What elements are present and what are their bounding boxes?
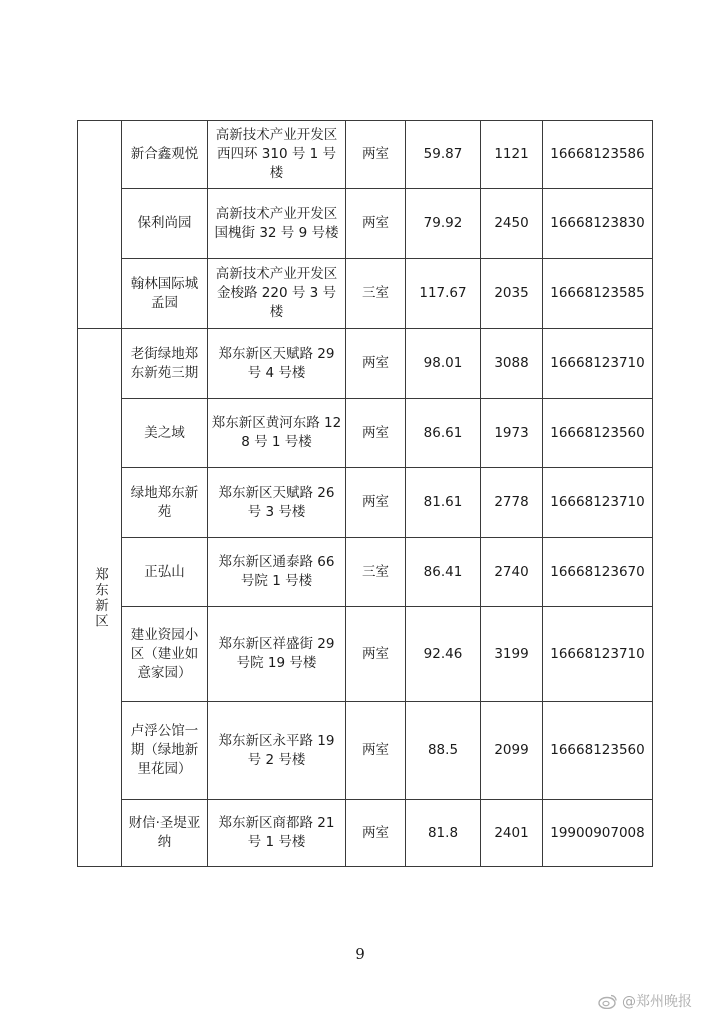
table-row: [78, 121, 653, 189]
price-cell: 2450: [481, 189, 543, 259]
table-row: [78, 399, 653, 468]
community-name-cell: 老街绿地郑东新苑三期: [122, 329, 208, 399]
region-cell: [78, 121, 122, 329]
price-cell: 2740: [481, 538, 543, 607]
address-cell: 高新技术产业开发区西四环 310 号 1 号楼: [208, 121, 346, 189]
housing-table: [77, 120, 653, 867]
phone-cell: 16668123830: [543, 189, 653, 259]
price-cell: 2099: [481, 702, 543, 800]
phone-cell: 19900907008: [543, 800, 653, 867]
price-cell: 2401: [481, 800, 543, 867]
community-name-cell: 翰林国际城孟园: [122, 259, 208, 329]
phone-cell: 16668123585: [543, 259, 653, 329]
phone-cell: 16668123560: [543, 702, 653, 800]
area-cell: 117.67: [406, 259, 481, 329]
table-row: [78, 607, 653, 702]
area-cell: 92.46: [406, 607, 481, 702]
phone-cell: 16668123560: [543, 399, 653, 468]
rooms-cell: 两室: [346, 800, 406, 867]
table-row: [78, 468, 653, 538]
address-cell: 郑东新区商都路 21 号 1 号楼: [208, 800, 346, 867]
price-cell: 3088: [481, 329, 543, 399]
weibo-icon: [598, 993, 618, 1009]
phone-cell: 16668123710: [543, 329, 653, 399]
address-cell: 郑东新区天赋路 26 号 3 号楼: [208, 468, 346, 538]
address-cell: 高新技术产业开发区金梭路 220 号 3 号楼: [208, 259, 346, 329]
address-cell: 郑东新区黄河东路 128 号 1 号楼: [208, 399, 346, 468]
area-cell: 88.5: [406, 702, 481, 800]
community-name-cell: 美之域: [122, 399, 208, 468]
area-cell: 86.41: [406, 538, 481, 607]
address-cell: 郑东新区祥盛街 29 号院 19 号楼: [208, 607, 346, 702]
community-name-cell: 卢浮公馆一期（绿地新里花园）: [122, 702, 208, 800]
area-cell: 86.61: [406, 399, 481, 468]
area-cell: 79.92: [406, 189, 481, 259]
rooms-cell: 两室: [346, 468, 406, 538]
rooms-cell: 两室: [346, 607, 406, 702]
community-name-cell: 建业资园小区（建业如意家园）: [122, 607, 208, 702]
community-name-cell: 正弘山: [122, 538, 208, 607]
table-row: [78, 329, 653, 399]
price-cell: 2035: [481, 259, 543, 329]
page-number: 9: [355, 945, 365, 963]
area-cell: 81.8: [406, 800, 481, 867]
price-cell: 3199: [481, 607, 543, 702]
address-cell: 郑东新区通泰路 66 号院 1 号楼: [208, 538, 346, 607]
table-row: [78, 538, 653, 607]
phone-cell: 16668123710: [543, 607, 653, 702]
price-cell: 2778: [481, 468, 543, 538]
area-cell: 81.61: [406, 468, 481, 538]
price-cell: 1973: [481, 399, 543, 468]
rooms-cell: 两室: [346, 329, 406, 399]
rooms-cell: 三室: [346, 538, 406, 607]
table-row: [78, 259, 653, 329]
phone-cell: 16668123710: [543, 468, 653, 538]
table-row: [78, 800, 653, 867]
phone-cell: 16668123586: [543, 121, 653, 189]
rooms-cell: 两室: [346, 189, 406, 259]
address-cell: 高新技术产业开发区国槐街 32 号 9 号楼: [208, 189, 346, 259]
rooms-cell: 两室: [346, 702, 406, 800]
community-name-cell: 保利尚园: [122, 189, 208, 259]
watermark-text: @郑州晚报: [622, 994, 692, 1010]
address-cell: 郑东新区永平路 19 号 2 号楼: [208, 702, 346, 800]
phone-cell: 16668123670: [543, 538, 653, 607]
table-row: [78, 702, 653, 800]
area-cell: 98.01: [406, 329, 481, 399]
watermark: [598, 991, 692, 1011]
rooms-cell: 两室: [346, 121, 406, 189]
price-cell: 1121: [481, 121, 543, 189]
area-cell: 59.87: [406, 121, 481, 189]
table-row: [78, 189, 653, 259]
rooms-cell: 两室: [346, 399, 406, 468]
rooms-cell: 三室: [346, 259, 406, 329]
address-cell: 郑东新区天赋路 29 号 4 号楼: [208, 329, 346, 399]
region-cell: 郑东新区: [78, 329, 122, 867]
community-name-cell: 财信·圣堤亚纳: [122, 800, 208, 867]
community-name-cell: 绿地郑东新苑: [122, 468, 208, 538]
community-name-cell: 新合鑫观悦: [122, 121, 208, 189]
